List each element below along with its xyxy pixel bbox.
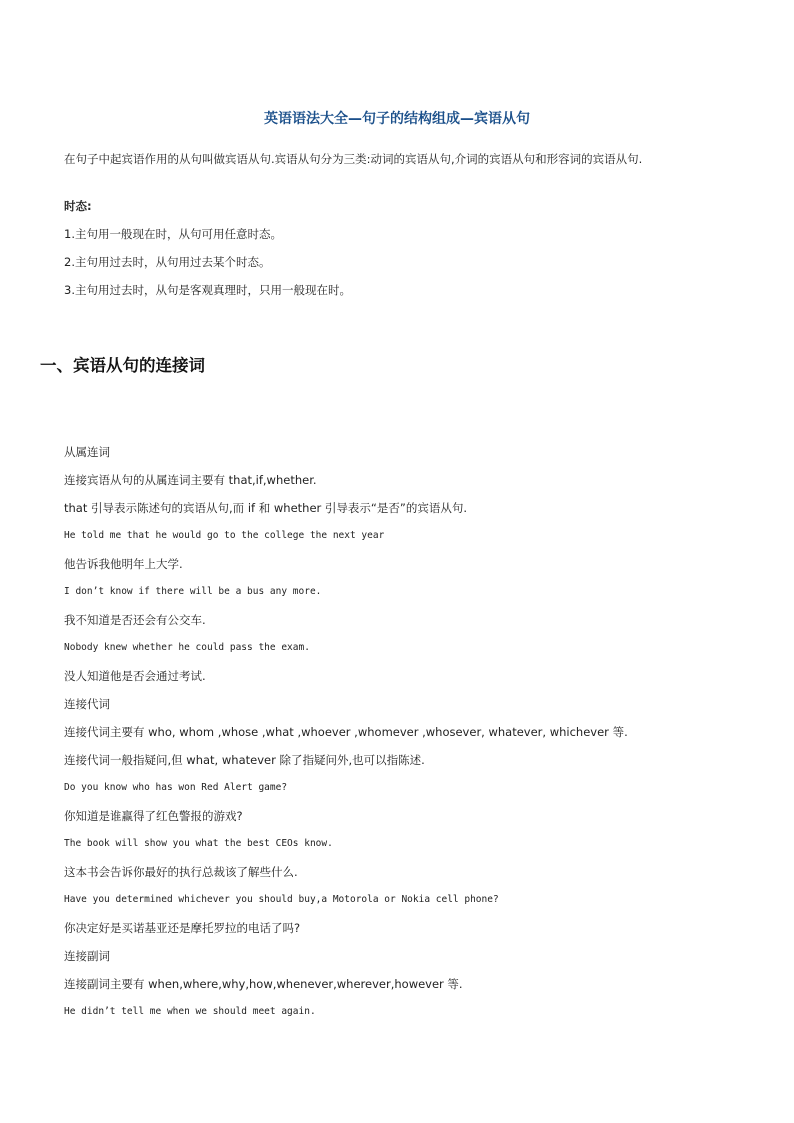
example-translation: 我不知道是否还会有公交车. — [64, 613, 206, 627]
example-sentence: He didn’t tell me when we should meet again. — [64, 1006, 316, 1017]
tense-rule-3: 3.主句用过去时，从句是客观真理时，只用一般现在时。 — [64, 283, 351, 297]
tense-rule-1: 1.主句用一般现在时，从句可用任意时态。 — [64, 227, 282, 241]
example-translation: 这本书会告诉你最好的执行总裁该了解些什么. — [64, 865, 298, 879]
body-line: 连接宾语从句的从属连词主要有 that,if,whether. — [64, 473, 317, 487]
example-sentence: Nobody knew whether he could pass the exam. — [64, 642, 310, 653]
intro-paragraph: 在句子中起宾语作用的从句叫做宾语从句.宾语从句分为三类:动词的宾语从句,介词的宾语从句和形容词的宾语从句. — [64, 152, 643, 166]
tense-rule-2: 2.主句用过去时，从句用过去某个时态。 — [64, 255, 271, 269]
example-translation: 他告诉我他明年上大学. — [64, 557, 183, 571]
tense-label: 时态: — [64, 199, 92, 213]
body-line: 连接副词主要有 when,where,why,how,whenever,wherever,however 等. — [64, 977, 463, 991]
example-sentence: The book will show you what the best CEOs know. — [64, 838, 333, 849]
example-sentence: Have you determined whichever you should buy,a Motorola or Nokia cell phone? — [64, 894, 499, 905]
section-heading: 一、宾语从句的连接词 — [40, 356, 205, 375]
example-sentence: Do you know who has won Red Alert game? — [64, 782, 288, 793]
example-translation: 你决定好是买诺基亚还是摩托罗拉的电话了吗? — [64, 921, 301, 935]
example-sentence: He told me that he would go to the college the next year — [64, 530, 385, 541]
example-sentence: I don’t know if there will be a bus any more. — [64, 586, 322, 597]
document-title: 英语语法大全—句子的结构组成—宾语从句 — [264, 111, 530, 127]
body-line: 连接代词一般指疑问,但 what, whatever 除了指疑问外,也可以指陈述. — [64, 753, 425, 767]
example-translation: 没人知道他是否会通过考试. — [64, 669, 206, 683]
body-line: that 引导表示陈述句的宾语从句,而 if 和 whether 引导表示“是否”的宾语从句. — [64, 501, 467, 515]
subheading-conjunctive-adverbs: 连接副词 — [64, 949, 110, 963]
subheading-conjunctive-pronouns: 连接代词 — [64, 697, 110, 711]
body-line: 连接代词主要有 who, whom ,whose ,what ,whoever ,whomever ,whosever, whatever, whichever 等. — [64, 725, 628, 739]
subheading-subordinating-conjunctions: 从属连词 — [64, 445, 110, 459]
example-translation: 你知道是谁赢得了红色警报的游戏? — [64, 809, 243, 823]
